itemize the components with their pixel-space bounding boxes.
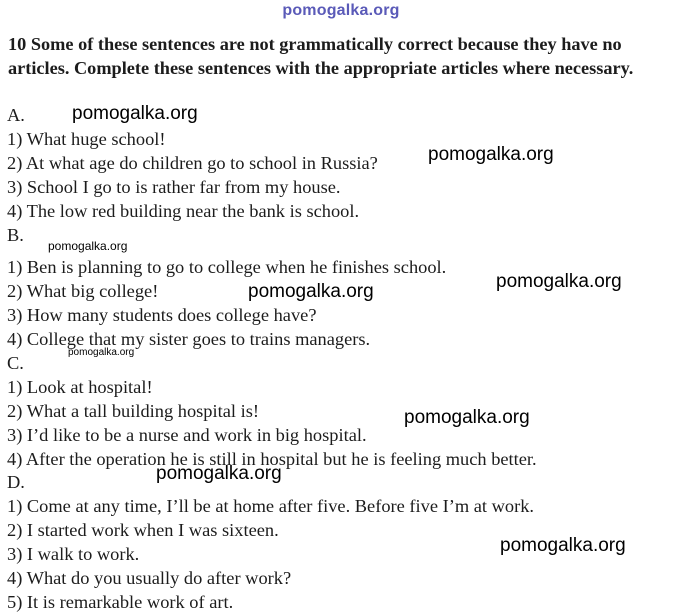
- sentence-a2: 2) At what age do children go to school in Russia?: [7, 153, 378, 173]
- watermark: pomogalka.org: [48, 239, 128, 253]
- sentence-a3: 3) School I go to is rather far from my house.: [7, 177, 341, 197]
- sentence-b2: 2) What big college!: [7, 281, 159, 301]
- watermark: pomogalka.org: [68, 347, 135, 358]
- exercise-title: 10 Some of these sentences are not grammatically correct because they have no articles. Complete these sentences with the appropriate articles where necessary.: [8, 34, 634, 78]
- sentence-c4: 4) After the operation he is still in hospital but he is feeling much better.: [7, 449, 537, 469]
- section-label-b: B.: [7, 225, 24, 245]
- sentence-b1: 1) Ben is planning to go to college when he finishes school.: [7, 257, 447, 277]
- watermark: pomogalka.org: [248, 281, 374, 302]
- section-label-a: A.: [7, 105, 25, 125]
- section-label-d: D.: [7, 472, 25, 492]
- sentence-c1: 1) Look at hospital!: [7, 377, 153, 397]
- header-watermark: pomogalka.org: [282, 2, 400, 19]
- watermark: pomogalka.org: [156, 463, 282, 484]
- watermark: pomogalka.org: [72, 103, 198, 124]
- sentence-b3: 3) How many students does college have?: [7, 305, 317, 325]
- sentence-d2: 2) I started work when I was sixteen.: [7, 520, 279, 540]
- watermark: pomogalka.org: [428, 144, 554, 165]
- sentence-a1: 1) What huge school!: [7, 129, 166, 149]
- sentence-c3: 3) I’d like to be a nurse and work in big hospital.: [7, 425, 367, 445]
- sentence-d5: 5) It is remarkable work of art.: [7, 592, 234, 612]
- watermark: pomogalka.org: [404, 407, 530, 428]
- watermark: pomogalka.org: [496, 271, 622, 292]
- sentence-d4: 4) What do you usually do after work?: [7, 568, 292, 588]
- sentence-a4: 4) The low red building near the bank is school.: [7, 201, 360, 221]
- sentence-b4: 4) College that my sister goes to trains managers.: [7, 329, 371, 349]
- sentence-c2: 2) What a tall building hospital is!: [7, 401, 259, 421]
- sentence-d1: 1) Come at any time, I’ll be at home after five. Before five I’m at work.: [7, 496, 534, 516]
- sentence-d3: 3) I walk to work.: [7, 544, 140, 564]
- section-label-c: C.: [7, 353, 24, 373]
- watermark: pomogalka.org: [500, 535, 626, 556]
